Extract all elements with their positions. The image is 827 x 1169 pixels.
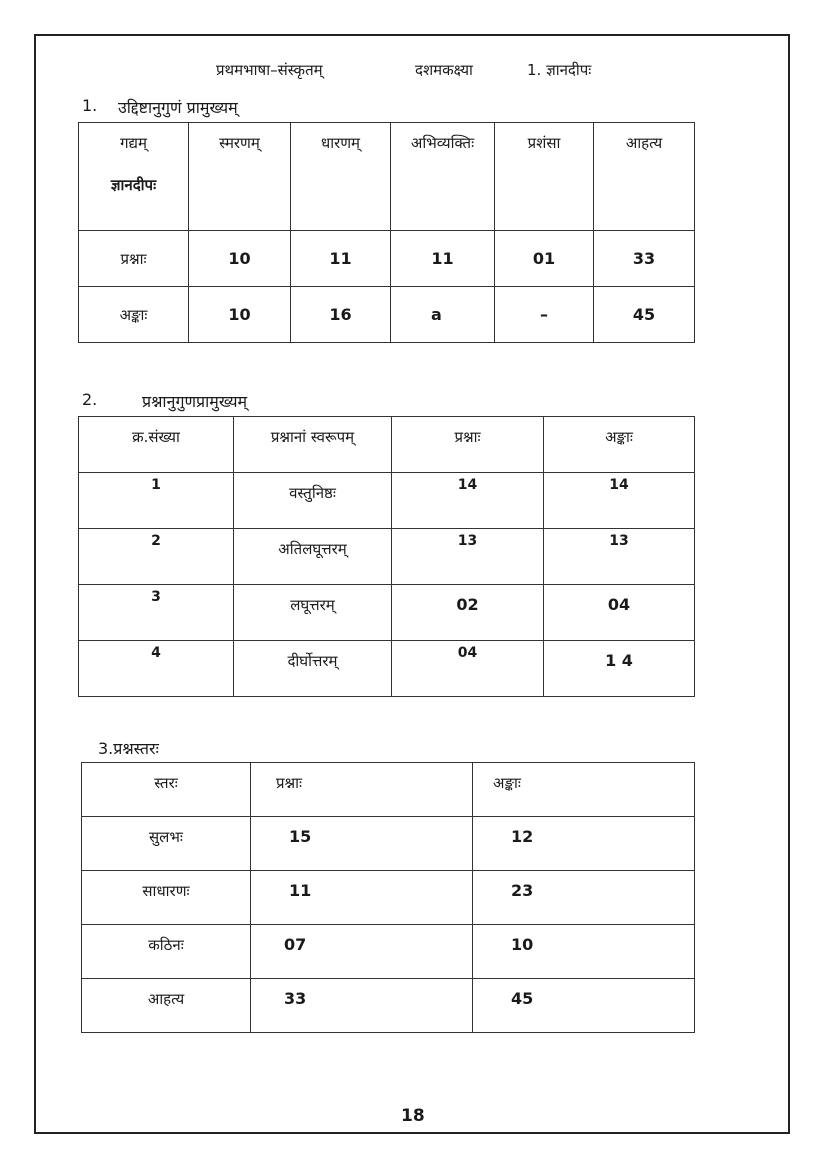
table-cell: 12 <box>473 817 695 871</box>
header-cell: अभिव्यक्तिः <box>391 123 495 231</box>
section1-number: 1. <box>82 96 98 115</box>
section2-number: 2. <box>82 390 98 409</box>
table-cell: लघूत्तरम् <box>234 585 392 641</box>
table-header-row <box>79 123 695 231</box>
table-cell: आहत्य <box>82 979 251 1033</box>
header-cell: क्र.संख्या <box>79 417 234 473</box>
table-cell: 13 <box>392 529 544 585</box>
table-cell: दीर्घोत्तरम् <box>234 641 392 697</box>
table-cell: 07 <box>251 925 473 979</box>
table-cell: 14 <box>544 473 695 529</box>
table-cell: साधारणः <box>82 871 251 925</box>
table-row <box>79 473 695 529</box>
table-row <box>79 231 695 287</box>
table-cell: 15 <box>251 817 473 871</box>
table-header-row <box>79 417 695 473</box>
table-row <box>79 287 695 343</box>
table-cell: कठिनः <box>82 925 251 979</box>
table-row <box>82 817 695 871</box>
row-label: अङ्काः <box>79 287 189 343</box>
table-cell: 2 <box>79 529 234 585</box>
chapter-name: ज्ञानदीपः <box>110 176 157 194</box>
header-cell: प्रश्नाः <box>392 417 544 473</box>
table-cell: 04 <box>392 641 544 697</box>
table-cell: 11 <box>251 871 473 925</box>
table-cell: 45 <box>594 287 695 343</box>
table-cell: 4 <box>79 641 234 697</box>
table-cell: 16 <box>291 287 391 343</box>
table-row <box>82 979 695 1033</box>
table-cell: वस्तुनिष्ठः <box>234 473 392 529</box>
section1-title: उद्दिष्टानुगुणं प्रामुख्यम् <box>118 98 238 117</box>
table-cell: a <box>391 287 495 343</box>
table-row <box>82 871 695 925</box>
section2-title: प्रश्नानुगुणप्रामुख्यम् <box>142 392 248 411</box>
question-type-table <box>78 416 695 697</box>
header-cell: अङ्काः <box>544 417 695 473</box>
table-cell: 14 <box>392 473 544 529</box>
header-cell: प्रश्नानां स्वरूपम् <box>234 417 392 473</box>
table-cell: सुलभः <box>82 817 251 871</box>
table-cell: 11 <box>391 231 495 287</box>
prose-label: गद्यम् <box>120 134 147 152</box>
objective-weightage-table <box>78 122 695 343</box>
table-cell: 1 4 <box>544 641 695 697</box>
subject-title: प्रथमभाषा–संस्कृतम् <box>216 61 323 79</box>
table-header-row <box>82 763 695 817</box>
table-cell: 33 <box>594 231 695 287</box>
section3-title: 3.प्रश्नस्तरः <box>98 739 159 758</box>
difficulty-level-table <box>81 762 695 1033</box>
table-row <box>82 925 695 979</box>
table-cell: 01 <box>495 231 594 287</box>
table-cell: 04 <box>544 585 695 641</box>
header-cell: स्मरणम् <box>189 123 291 231</box>
page-number: 18 <box>401 1106 425 1126</box>
table-cell: 13 <box>544 529 695 585</box>
header-cell <box>79 123 189 231</box>
table-cell: 3 <box>79 585 234 641</box>
table-cell: 10 <box>189 287 291 343</box>
table-cell: 10 <box>189 231 291 287</box>
table-cell: 45 <box>473 979 695 1033</box>
table-cell: 02 <box>392 585 544 641</box>
table-cell: 23 <box>473 871 695 925</box>
header-cell: प्रश्नाः <box>251 763 473 817</box>
lesson-title: 1. ज्ञानदीपः <box>527 61 592 79</box>
class-label: दशमकक्ष्या <box>415 61 473 79</box>
table-row <box>79 529 695 585</box>
header-cell: स्तरः <box>82 763 251 817</box>
row-label: प्रश्नाः <box>79 231 189 287</box>
table-cell: 10 <box>473 925 695 979</box>
header-cell: आहत्य <box>594 123 695 231</box>
table-row <box>79 585 695 641</box>
table-cell: 1 <box>79 473 234 529</box>
header-cell: अङ्काः <box>473 763 695 817</box>
header-cell: प्रशंसा <box>495 123 594 231</box>
header-cell: धारणम् <box>291 123 391 231</box>
table-cell: – <box>495 287 594 343</box>
table-cell: अतिलघूत्तरम् <box>234 529 392 585</box>
table-cell: 33 <box>251 979 473 1033</box>
table-cell: 11 <box>291 231 391 287</box>
table-row <box>79 641 695 697</box>
